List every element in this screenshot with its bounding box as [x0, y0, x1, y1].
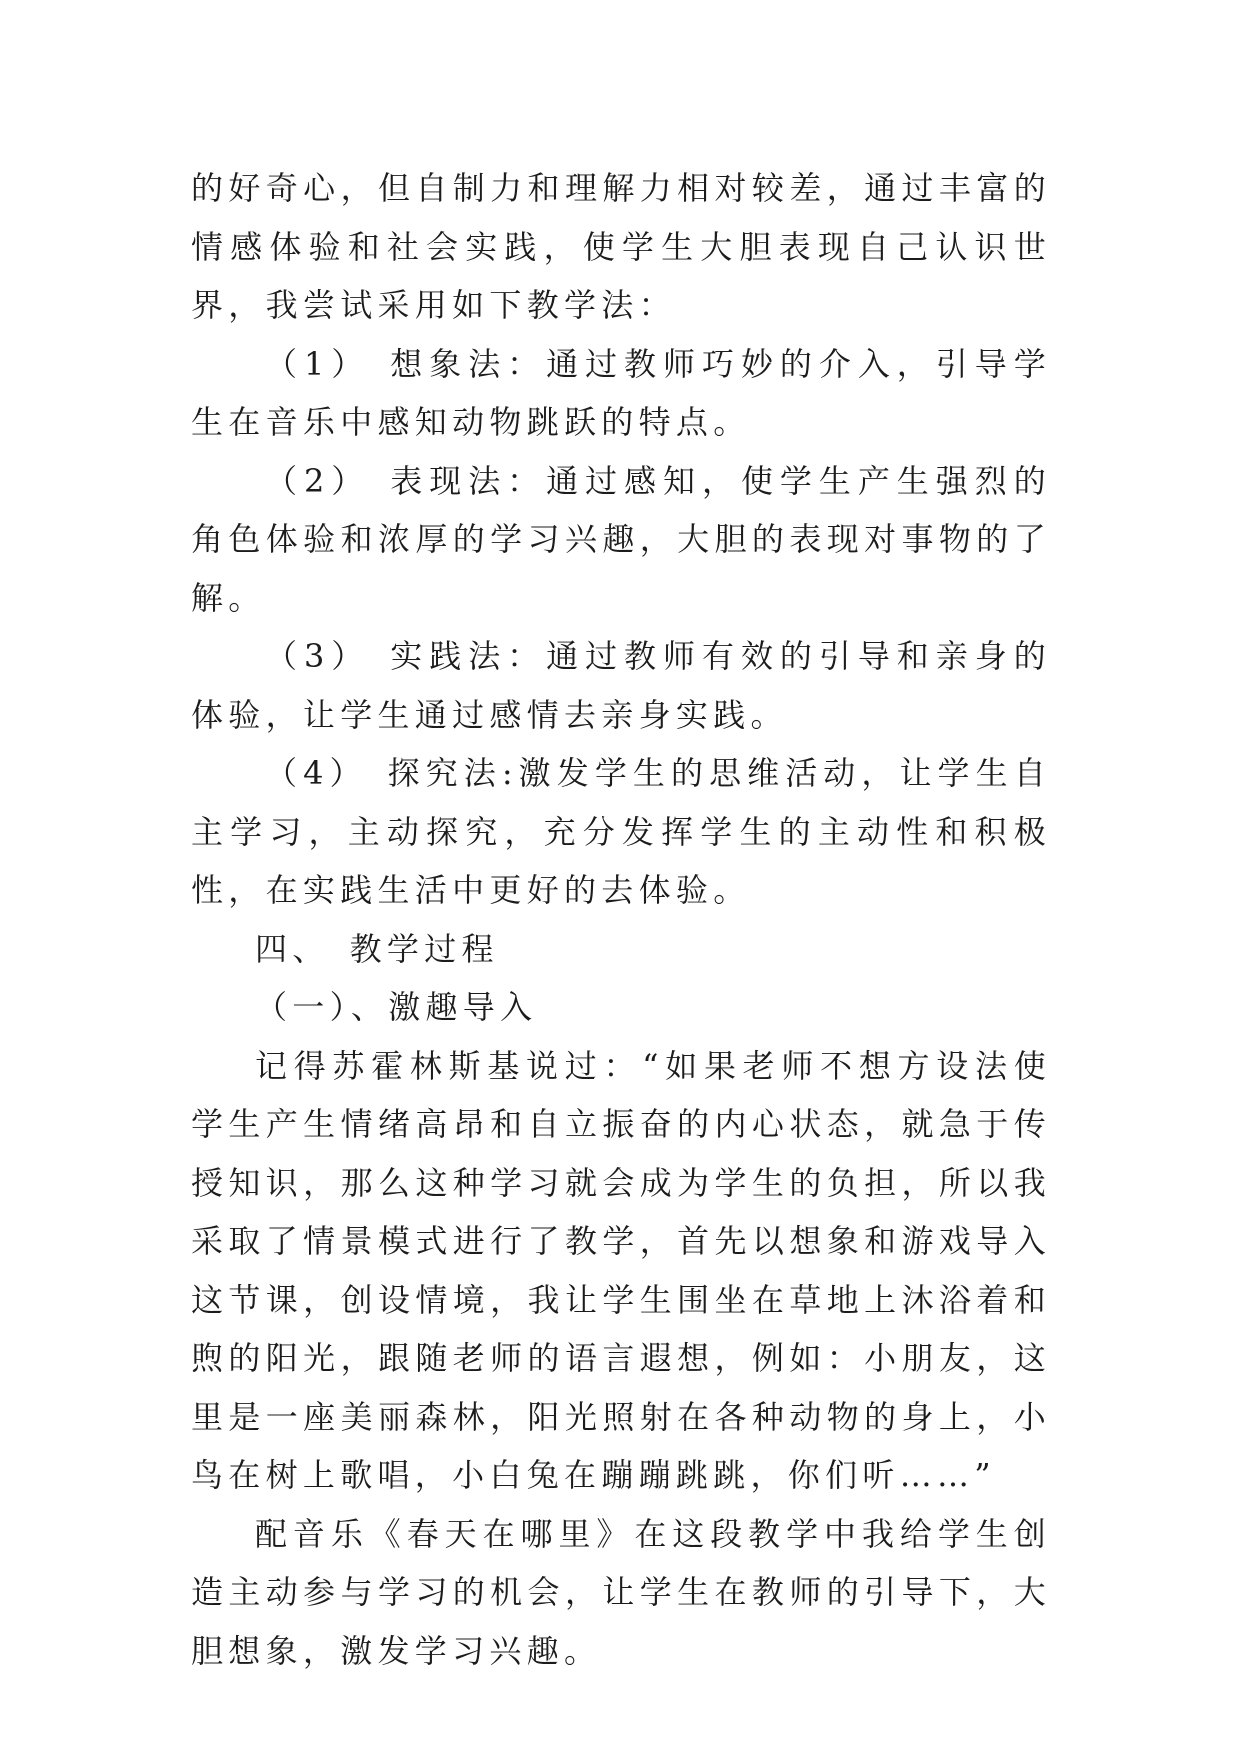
document-body [191, 159, 1051, 1680]
paragraph-intro: 的好奇心，但自制力和理解力相对较差，通过丰富的情感体验和社会实践，使学生大胆表现自己认识世界，我尝试采用如下教学法： [191, 169, 1051, 324]
paragraph-quote: 记得苏霍林斯基说过：“如果老师不想方设法使学生产生情绪高昂和自立振奋的内心状态，就急于传授知识，那么这种学习就会成为学生的负担，所以我采取了情景模式进行了教学，首先以想象和游戏导入这节课，创设情境，我让学生围坐在草地上沐浴着和煦的阳光，跟随老师的语言遐想，例如：小朋友，这里是一座美丽森林，阳光照射在各种动物的身上，小鸟在树上歌唱，小白兔在蹦蹦跳跳，你们听……” [191, 1046, 1051, 1494]
subsection-heading: （一）、激趣导入 [255, 988, 538, 1026]
list-item-number: （2） [265, 461, 371, 500]
list-item-expression [191, 452, 1051, 628]
list-item-text: 探究法:激发学生的思维活动，让学生自主学习，主动探究，充分发挥学生的主动性和积极性，在实践生活中更好的去体验。 [191, 754, 1051, 909]
paragraph-music: 配音乐《春天在哪里》在这段教学中我给学生创造主动参与学习的机会，让学生在教师的引导下，大胆想象，激发学习兴趣。 [191, 1514, 1051, 1670]
list-item-practice [191, 627, 1051, 744]
list-item-number: （3） [265, 637, 371, 675]
list-item-imagination [191, 335, 1051, 452]
section-heading [191, 920, 1051, 979]
list-item-text: 表现法：通过感知，使学生产生强烈的角色体验和浓厚的学习兴趣，大胆的表现对事物的了解。 [191, 461, 1051, 617]
list-item-text: 想象法：通过教师巧妙的介入，引导学生在音乐中感知动物跳跃的特点。 [191, 344, 1051, 441]
list-item-number: （1） [265, 344, 371, 383]
list-item-inquiry [191, 744, 1051, 920]
section-number: 四、 [255, 929, 330, 968]
list-item-text: 实践法：通过教师有效的引导和亲身的体验，让学生通过感情去亲身实践。 [191, 637, 1051, 734]
list-item-number: （4） [265, 754, 368, 792]
section-title: 教学过程 [349, 929, 499, 968]
